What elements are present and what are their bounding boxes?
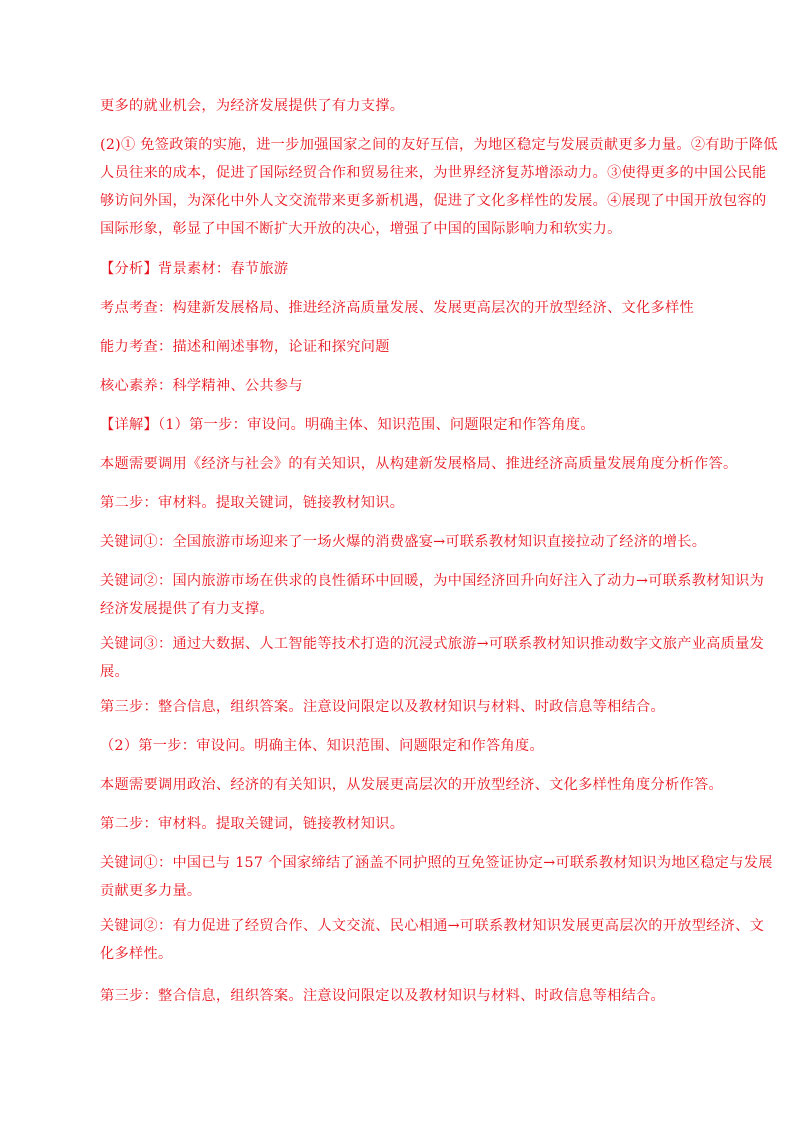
keyword-3-q1: [100, 630, 765, 686]
text-line: 第二步：审材料。提取关键词，链接教材知识。: [100, 816, 405, 832]
text-line: 关键词②：国内旅游市场在供求的良性循环中回暖，为中国经济回升向好注入了动力→可联系教材知识为: [100, 573, 765, 589]
analysis-core-literacy: [100, 372, 700, 400]
detail-step2-q2: [100, 810, 700, 838]
text-line: 关键词③：通过大数据、人工智能等技术打造的沉浸式旅游→可联系教材知识推动数字文旅产业高质量发: [100, 636, 765, 652]
text-line: 关键词①：全国旅游市场迎来了一场火爆的消费盛宴→可联系教材知识直接拉动了经济的增长。: [100, 534, 707, 550]
answer-paragraph-2: [100, 131, 778, 243]
text-line: 国际形象，彰显了中国不断扩大开放的决心，增强了中国的国际影响力和软实力。: [100, 221, 622, 237]
keyword-2-q2: [100, 912, 765, 968]
text-line: 第三步：整合信息，组织答案。注意设问限定以及教材知识与材料、时政信息等相结合。: [100, 988, 666, 1004]
text-line: 【分析】背景素材：春节旅游: [100, 261, 289, 277]
text-line: (2)① 免签政策的实施，进一步加强国家之间的友好互信，为地区稳定与发展贡献更多力量。②有助于降低: [100, 137, 778, 153]
text-line: 能力考查：描述和阐述事物，论证和探究问题: [100, 339, 390, 355]
text-line: 第三步：整合信息，组织答案。注意设问限定以及教材知识与材料、时政信息等相结合。: [100, 699, 666, 715]
detail-q2-knowledge: [100, 771, 723, 799]
detail-step1-q2: [100, 732, 700, 760]
detail-step1-q1: [100, 411, 700, 439]
keyword-1-q2: [100, 849, 773, 905]
analysis-exam-points: [100, 294, 700, 322]
text-line: 【详解】（1）第一步：审设问。明确主体、知识范围、问题限定和作答角度。: [100, 417, 595, 433]
detail-step2-q1: [100, 489, 700, 517]
text-line: 够访问外国，为深化中外人文交流带来更多新机遇，促进了文化多样性的发展。④展现了中国开放包容的: [100, 193, 767, 209]
text-line: 关键词①：中国已与 157 个国家缔结了涵盖不同护照的互免签证协定→可联系教材知识为地区稳定与发展: [100, 855, 773, 871]
analysis-background: [100, 255, 700, 283]
text-line: 本题需要调用《经济与社会》的有关知识，从构建新发展格局、推进经济高质量发展角度分析作答。: [100, 456, 738, 472]
text-line: 经济发展提供了有力支撑。: [100, 601, 274, 617]
text-line: 展。: [100, 664, 129, 680]
detail-step3-q1: [100, 693, 700, 721]
text-line: 核心素养：科学精神、公共参与: [100, 378, 303, 394]
text-line: 更多的就业机会，为经济发展提供了有力支撑。: [100, 98, 405, 114]
analysis-ability: [100, 333, 700, 361]
text-line: 考点考查：构建新发展格局、推进经济高质量发展、发展更高层次的开放型经济、文化多样性: [100, 300, 694, 316]
answer-paragraph-1-tail: [100, 92, 700, 120]
text-line: （2）第一步：审设问。明确主体、知识范围、问题限定和作答角度。: [100, 738, 544, 754]
text-line: 化多样性。: [100, 946, 173, 962]
keyword-2-q1: [100, 567, 765, 623]
text-line: 本题需要调用政治、经济的有关知识，从发展更高层次的开放型经济、文化多样性角度分析作答。: [100, 777, 723, 793]
text-line: 关键词②：有力促进了经贸合作、人文交流、民心相通→可联系教材知识发展更高层次的开放型经济、文: [100, 918, 765, 934]
detail-step3-q2: [100, 982, 700, 1010]
text-line: 人员往来的成本，促进了国际经贸合作和贸易往来，为世界经济复苏增添动力。③使得更多的中国公民能: [100, 165, 767, 181]
text-line: 贡献更多力量。: [100, 883, 202, 899]
keyword-1-q1: [100, 528, 707, 556]
detail-q1-knowledge: [100, 450, 738, 478]
text-line: 第二步：审材料。提取关键词，链接教材知识。: [100, 495, 405, 511]
